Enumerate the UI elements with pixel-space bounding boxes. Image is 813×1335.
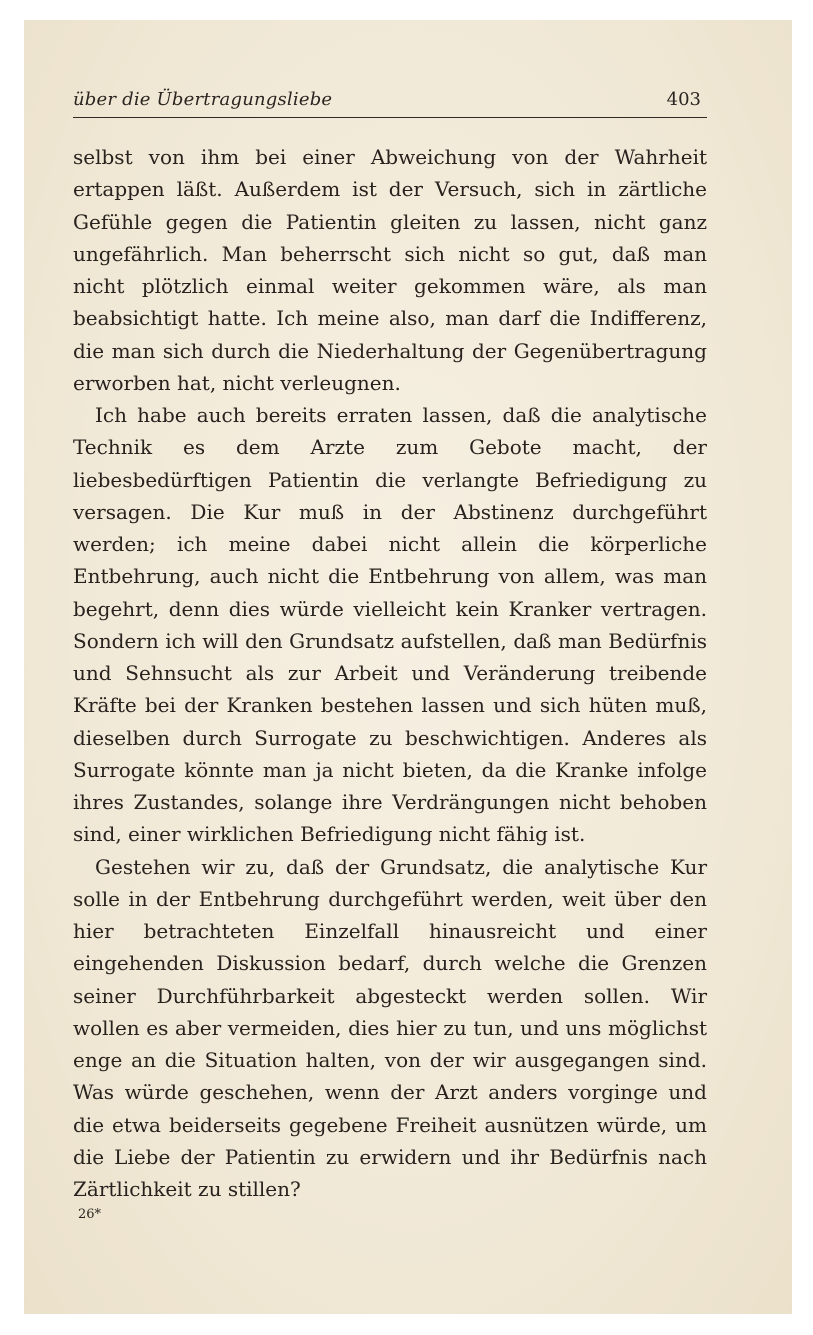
page-number: 403 <box>666 89 701 110</box>
page-header <box>73 89 707 117</box>
signature-mark: 26* <box>78 1207 102 1222</box>
paragraph-1: selbst von ihm bei einer Abweichung von der Wahrheit ertappen läßt. Außerdem ist der Versuch, sich in zärtliche Gefühle gegen die Patientin gleiten zu lassen, nicht ganz ungefährlich. Man beherrscht sich nicht so gut, daß man nicht plötzlich einmal weiter gekommen wäre, als man beabsichtigt hatte. Ich meine also, man darf die Indifferenz, die man sich durch die Niederhaltung der Gegenübertragung erworben hat, nicht verleugnen. <box>73 145 707 395</box>
running-title: über die Übertragungsliebe <box>73 89 333 110</box>
body-text <box>73 141 707 1205</box>
header-rule <box>73 117 707 118</box>
paragraph-3: Gestehen wir zu, daß der Grundsatz, die analytische Kur solle in der Entbehrung durchgeführt werden, weit über den hier betrachteten Einzelfall hinausreicht und einer eingehenden Diskussion bedarf, durch welche die Grenzen seiner Durchführbarkeit abgesteckt werden sollen. Wir wollen es aber vermeiden, dies hier zu tun, und uns möglichst enge an die Situation halten, von der wir ausgegangen sind. Was würde geschehen, wenn der Arzt anders vorginge und die etwa beiderseits gegebene Freiheit ausnützen würde, um die Liebe der Patientin zu erwidern und ihr Bedürfnis nach Zärtlichkeit zu stillen? <box>73 854 707 1201</box>
paragraph-2: Ich habe auch bereits erraten lassen, daß die analytische Technik es dem Arzte zum Gebote macht, der liebesbedürftigen Patientin die verlangte Befriedigung zu versagen. Die Kur muß in der Abstinenz durchgeführt werden; ich meine dabei nicht allein die körperliche Entbehrung, auch nicht die Entbehrung von allem, was man begehrt, denn dies würde vielleicht kein Kranker vertragen. Sondern ich will den Grundsatz aufstellen, daß man Bedürfnis und Sehnsucht als zur Arbeit und Veränderung treibende Kräfte bei der Kranken bestehen lassen und sich hüten muß, dieselben durch Surrogate zu beschwichtigen. Anderes als Surrogate könnte man ja nicht bieten, da die Kranke infolge ihres Zustandes, solange ihre Verdrängungen nicht behoben sind, einer wirklichen Befriedigung nicht fähig ist. <box>73 403 707 847</box>
